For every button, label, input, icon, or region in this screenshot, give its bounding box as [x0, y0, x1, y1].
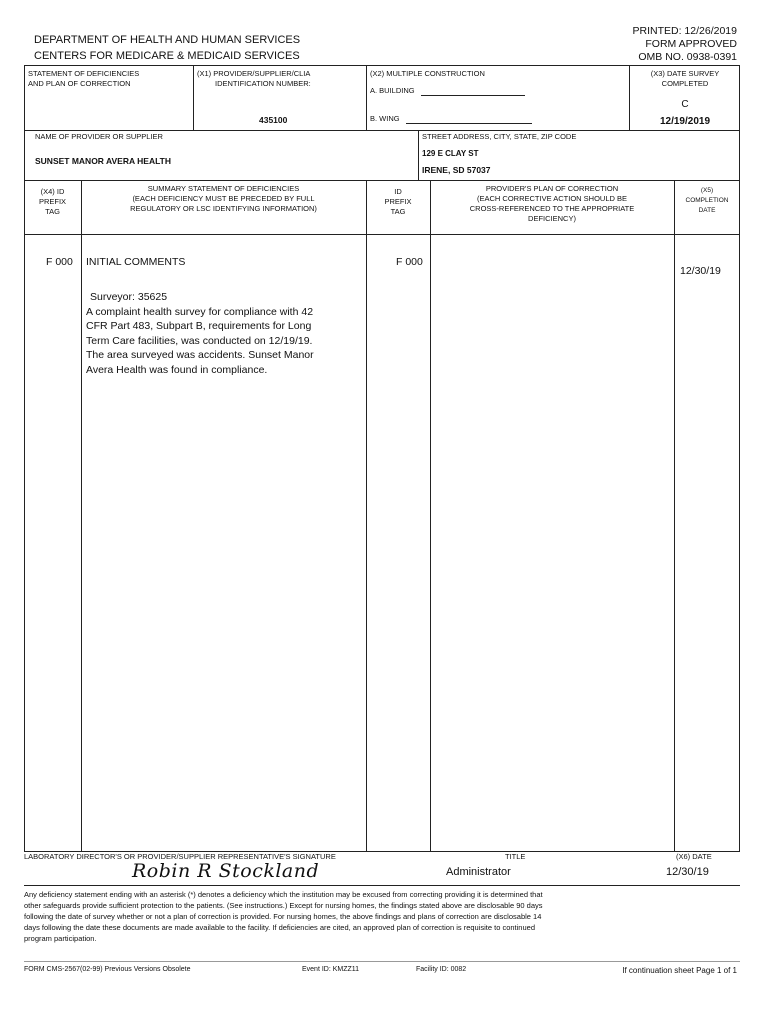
title-label: TITLE [505, 852, 526, 861]
address-label: STREET ADDRESS, CITY, STATE, ZIP CODE [422, 132, 577, 141]
deficiency-tag: F 000 [46, 256, 73, 268]
deficiency-description: Surveyor: 35625 A complaint health survey for compliance with 42 CFR Part 483, Subpart B, requirements for Long Term Care facilities, was conducted on 12/19/19. The area surveyed was accidents. Sunset Manor Avera Health was found in compliance. [86, 291, 314, 376]
divider [418, 130, 419, 180]
omb-number: OMB NO. 0938-0391 [638, 51, 737, 63]
divider [24, 961, 740, 962]
signature: Robin R Stockland [132, 860, 320, 882]
building-field: A. BUILDING [370, 86, 525, 96]
plan-tag: F 000 [396, 256, 423, 268]
column-divider [366, 180, 367, 852]
facility-id: Facility ID: 0082 [416, 966, 467, 973]
divider [193, 65, 194, 130]
statement-label: STATEMENT OF DEFICIENCIES AND PLAN OF CORRECTION [28, 69, 140, 88]
disclaimer: Any deficiency statement ending with an asterisk (*) denotes a deficiency which the institution may be excused from correcting providing it is determined that other safeguards provide sufficient protection to the patients. (See instructions.) Except for nursing homes, the findings stated above are disclosable 90 days following the date of survey whether or not a plan of correction is provided. For nursing homes, the above findings and plans of correction are disclosable 14 days following the date these documents are made available to the facility. If deficiencies are cited, an approved plan of correction is requisite to continued program participation. [24, 890, 543, 943]
city-state-zip: IRENE, SD 57037 [422, 165, 491, 175]
x5-header: (X5) COMPLETION DATE [685, 187, 729, 214]
summary-header: SUMMARY STATEMENT OF DEFICIENCIES (EACH DEFICIENCY MUST BE PRECEDED BY FULL REGULATORY OR LSC IDENTIFYING INFORMATION) [130, 184, 317, 213]
x4-header: (X4) ID PREFIX TAG [38, 187, 67, 216]
signature-date: 12/30/19 [666, 866, 709, 878]
wing-field: B. WING [370, 114, 532, 124]
column-divider [81, 180, 82, 852]
provider-name: SUNSET MANOR AVERA HEALTH [35, 156, 171, 166]
form-approved: FORM APPROVED [645, 38, 737, 50]
divider [24, 234, 740, 235]
provider-id-number: 435100 [259, 115, 288, 125]
column-divider [674, 180, 675, 852]
completion-date: 12/30/19 [680, 265, 721, 277]
divider [24, 180, 740, 181]
date-label: (X6) DATE [676, 852, 712, 861]
column-divider [430, 180, 431, 852]
x2-label: (X2) MULTIPLE CONSTRUCTION [370, 69, 485, 78]
centers-name: CENTERS FOR MEDICARE & MEDICAID SERVICES [34, 50, 300, 62]
survey-type: C [681, 99, 689, 110]
x3-label: (X3) DATE SURVEY COMPLETED [650, 69, 720, 88]
divider [24, 130, 740, 131]
id-prefix-header: ID PREFIX TAG [384, 187, 412, 216]
divider [24, 885, 740, 886]
signature-label: LABORATORY DIRECTOR'S OR PROVIDER/SUPPLIER REPRESENTATIVE'S SIGNATURE [24, 852, 336, 861]
plan-header: PROVIDER'S PLAN OF CORRECTION (EACH CORRECTIVE ACTION SHOULD BE CROSS-REFERENCED TO THE APPROPRIATE DEFICIENCY) [469, 184, 635, 223]
provider-name-label: NAME OF PROVIDER OR SUPPLIER [35, 132, 163, 141]
street-address: 129 E CLAY ST [422, 149, 479, 158]
form-number: FORM CMS-2567(02-99) Previous Versions Obsolete [24, 966, 191, 973]
x1-label: (X1) PROVIDER/SUPPLIER/CLIA IDENTIFICATION NUMBER: [197, 69, 311, 88]
event-id: Event ID: KMZZ11 [302, 966, 360, 973]
department-name: DEPARTMENT OF HEALTH AND HUMAN SERVICES [34, 34, 301, 46]
signer-title: Administrator [446, 866, 511, 878]
divider [366, 65, 367, 130]
survey-date: 12/19/2019 [659, 116, 711, 127]
page-number: If continuation sheet Page 1 of 1 [622, 966, 737, 975]
printed-date: PRINTED: 12/26/2019 [632, 25, 737, 37]
deficiency-title: INITIAL COMMENTS [86, 256, 186, 268]
